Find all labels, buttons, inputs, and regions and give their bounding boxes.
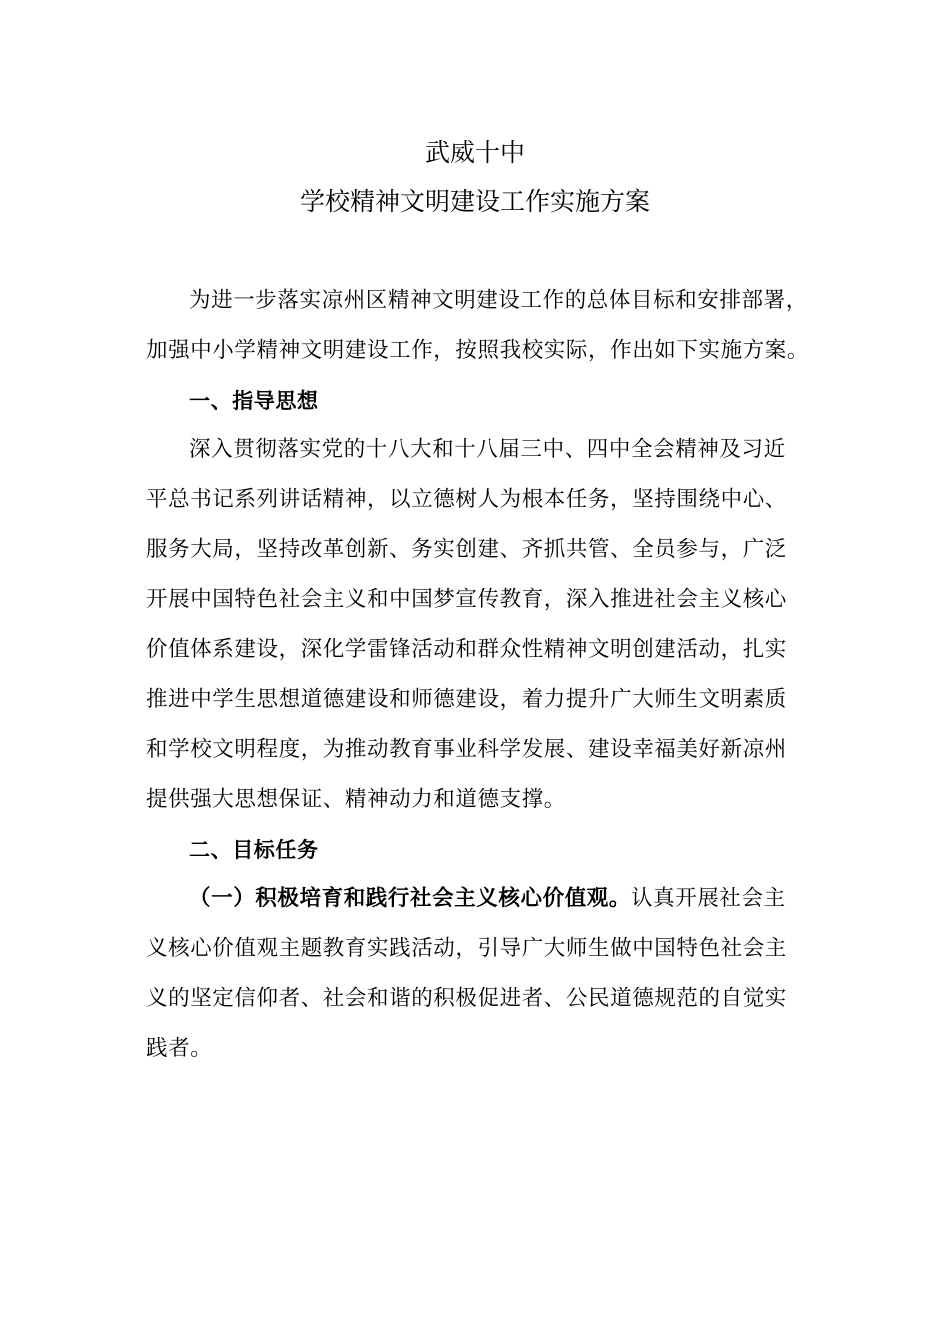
school-name-title: 武威十中 [424,138,525,167]
section1-line-1: 深入贯彻落实党的十八大和十八届三中、四中全会精神及习近 [189,437,786,462]
section1-line-7: 和学校文明程度，为推动教育事业科学发展、建设幸福美好新凉州 [146,737,787,762]
section1-line-3: 服务大局，坚持改革创新、务实创建、齐抓共管、全员参与，广泛 [146,537,787,562]
section1-line-5: 价值体系建设，深化学雷锋活动和群众性精神文明创建活动，扎实 [146,637,787,662]
section2-line-2: 义核心价值观主题教育实践活动，引导广大师生做中国特色社会主 [146,936,787,961]
section1-line-6: 推进中学生思想道德建设和师德建设，着力提升广大师生文明素质 [146,687,787,712]
intro-line-1: 为进一步落实凉州区精神文明建设工作的总体目标和安排部署， [189,288,808,313]
section2-line-3: 义的坚定信仰者、社会和谐的积极促进者、公民道德规范的自觉实 [146,986,787,1011]
section1-line-8: 提供强大思想保证、精神动力和道德支撑。 [146,787,566,812]
section-heading-guiding-ideology: 一、指导思想 [189,389,319,413]
item1-rest-text: 认真开展社会主 [631,886,786,911]
item1-bold-lead: （一）积极培育和践行社会主义核心价值观。 [189,886,632,911]
section2-line-4: 践者。 [146,1036,213,1061]
section2-item1-first-line [189,884,786,914]
intro-line-2: 加强中小学精神文明建设工作，按照我校实际，作出如下实施方案。 [146,338,810,363]
section1-line-4: 开展中国特色社会主义和中国梦宣传教育，深入推进社会主义核心 [146,587,787,612]
section-heading-goals-tasks: 二、目标任务 [189,838,319,862]
section1-line-2: 平总书记系列讲话精神，以立德树人为根本任务，坚持围绕中心、 [146,487,787,512]
document-title: 学校精神文明建设工作实施方案 [299,187,650,216]
